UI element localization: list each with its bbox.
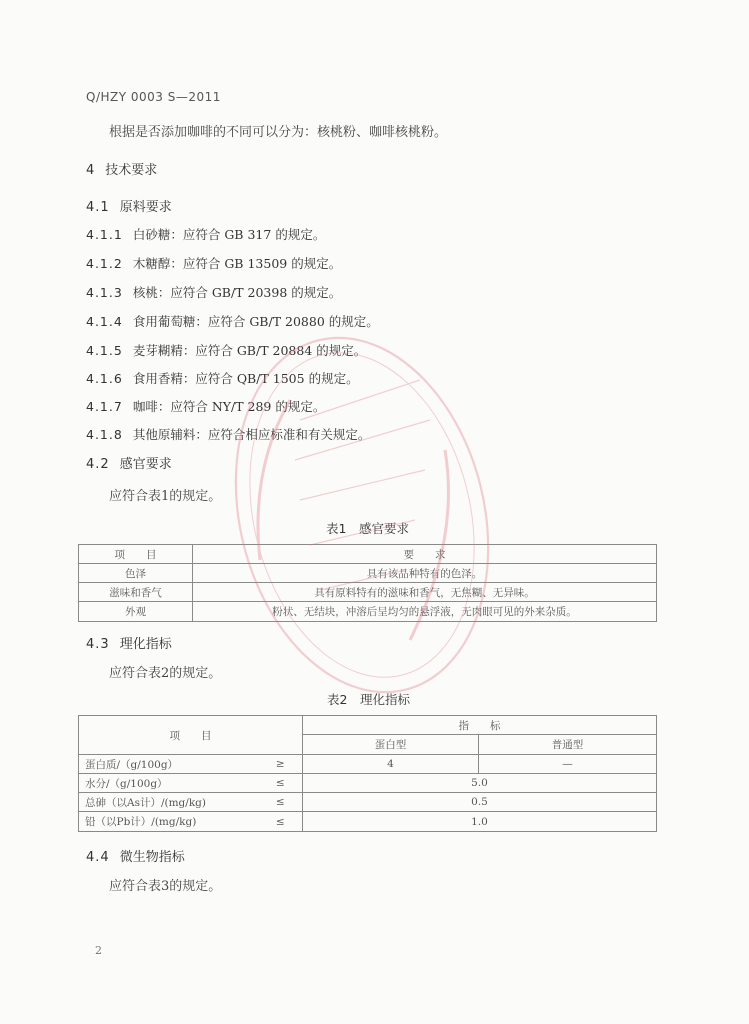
table-header-cell: 要 求 [193, 545, 657, 564]
item-number: 4.1.4 [86, 314, 123, 329]
table-cell: ≥ [259, 755, 303, 774]
item-4-1-1 [86, 225, 325, 243]
section-number: 4.3 [86, 637, 110, 652]
table-cell: 具有该品种特有的色泽。 [193, 564, 657, 583]
section-number: 4.2 [86, 457, 110, 472]
section-title: 原料要求 [119, 200, 172, 215]
table-cell: ≤ [259, 774, 303, 793]
table-1-caption: 表1 感官要求 [326, 521, 409, 536]
section-title: 感官要求 [119, 457, 172, 472]
item-tail: 的规定。 [275, 399, 326, 414]
section-4-4-text: 应符合表3的规定。 [109, 879, 222, 894]
table-header-row [79, 716, 657, 735]
item-label: 核桃：应符合 [132, 285, 208, 300]
section-4-2-text: 应符合表1的规定。 [109, 489, 222, 504]
item-ref: NY/T 289 [211, 399, 272, 414]
table-cell: 色泽 [79, 564, 193, 583]
table-cell: 蛋白质/（g/100g） [79, 755, 259, 774]
section-title: 微生物指标 [119, 850, 185, 865]
item-tail: 的规定。 [328, 314, 379, 329]
table-2 [78, 715, 657, 832]
item-ref: QB/T 1505 [236, 371, 305, 386]
item-number: 4.1.2 [86, 256, 123, 271]
item-label: 咖啡：应符合 [132, 399, 208, 414]
item-4-1-6 [86, 369, 359, 387]
item-label: 麦芽糊精：应符合 [132, 343, 233, 358]
table-cell: 外观 [79, 602, 193, 622]
item-tail: 的规定。 [291, 256, 342, 271]
section-4-1-heading [86, 196, 172, 215]
section-number: 4 [86, 163, 96, 178]
item-number: 4.1.5 [86, 343, 123, 358]
section-4-4-heading [86, 846, 185, 865]
table-cell: 1.0 [303, 812, 657, 832]
item-label: 白砂糖：应符合 [132, 227, 221, 242]
item-label: 食用葡萄糖：应符合 [132, 314, 246, 329]
item-4-1-8 [86, 425, 370, 443]
item-label: 食用香精：应符合 [132, 371, 233, 386]
item-label: 其他原辅料：应符合相应标准和有关规定。 [132, 427, 371, 442]
section-number: 4.4 [86, 850, 110, 865]
table-cell: 0.5 [303, 793, 657, 812]
table-cell: ≤ [259, 812, 303, 832]
page-number: 2 [95, 944, 102, 957]
section-number: 4.1 [86, 200, 110, 215]
section-title: 技术要求 [105, 163, 158, 178]
table-cell: 粉状、无结块，冲溶后呈均匀的悬浮液，无肉眼可见的外来杂质。 [193, 602, 657, 622]
table-row [79, 793, 657, 812]
table-header-cell: 项 目 [79, 716, 303, 755]
table-cell: 4 [303, 755, 479, 774]
standard-code: Q/HZY 0003 S—2011 [86, 90, 221, 104]
table-header-cell: 项 目 [79, 545, 193, 564]
section-4-heading [86, 159, 157, 178]
item-ref: GB/T 20884 [236, 343, 313, 358]
table-row [79, 583, 657, 602]
table-1 [78, 544, 657, 622]
item-ref: GB/T 20880 [249, 314, 325, 329]
item-tail: 的规定。 [308, 371, 359, 386]
table-2-caption: 表2 理化指标 [327, 692, 410, 707]
table-cell: ≤ [259, 793, 303, 812]
table-cell: 具有原料特有的滋味和香气，无焦糊、无异味。 [193, 583, 657, 602]
table-cell: 5.0 [303, 774, 657, 793]
table-cell: 总砷（以As计）/(mg/kg) [79, 793, 259, 812]
item-label: 木糖醇：应符合 [132, 256, 221, 271]
table-cell: 水分/（g/100g） [79, 774, 259, 793]
item-number: 4.1.6 [86, 371, 123, 386]
item-tail: 的规定。 [291, 285, 342, 300]
table-header-cell: 蛋白型 [303, 735, 479, 755]
item-number: 4.1.8 [86, 427, 123, 442]
item-ref: GB 317 [224, 227, 272, 242]
item-4-1-7 [86, 397, 325, 415]
item-tail: 的规定。 [316, 343, 367, 358]
item-ref: GB/T 20398 [211, 285, 288, 300]
section-4-3-heading [86, 633, 172, 652]
table-cell: — [479, 755, 657, 774]
item-number: 4.1.3 [86, 285, 123, 300]
table-row [79, 602, 657, 622]
table-row [79, 564, 657, 583]
table-row [79, 755, 657, 774]
item-4-1-4 [86, 312, 379, 330]
section-title: 理化指标 [119, 637, 172, 652]
item-number: 4.1.7 [86, 399, 123, 414]
item-number: 4.1.1 [86, 227, 123, 242]
table-header-row [79, 545, 657, 564]
item-4-1-3 [86, 283, 341, 301]
item-tail: 的规定。 [275, 227, 326, 242]
item-ref: GB 13509 [224, 256, 288, 271]
section-4-2-heading [86, 453, 172, 472]
item-4-1-5 [86, 341, 366, 359]
table-row [79, 812, 657, 832]
table-cell: 滋味和香气 [79, 583, 193, 602]
section-4-3-text: 应符合表2的规定。 [109, 666, 222, 681]
intro-text: 根据是否添加咖啡的不同可以分为：核桃粉、咖啡核桃粉。 [109, 125, 448, 140]
table-cell: 铅（以Pb计）/(mg/kg) [79, 812, 259, 832]
table-header-cell: 普通型 [479, 735, 657, 755]
table-row [79, 774, 657, 793]
item-4-1-2 [86, 254, 341, 272]
table-header-cell: 指 标 [303, 716, 657, 735]
